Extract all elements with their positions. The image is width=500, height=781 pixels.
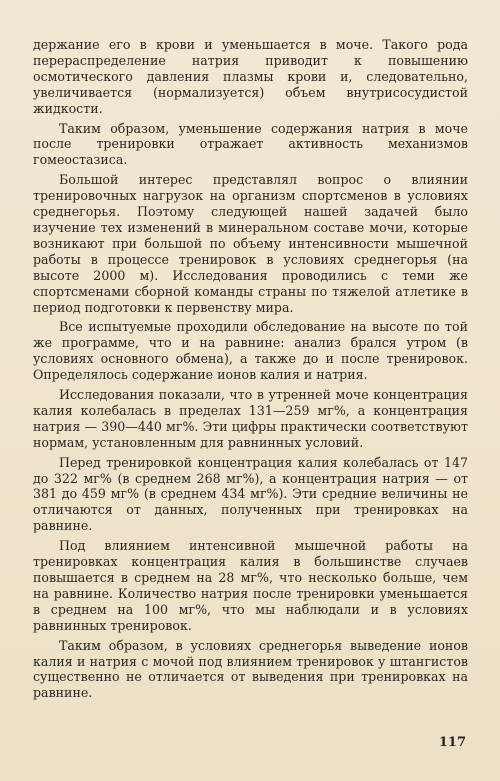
paragraph-6: Перед тренировкой концентрация калия колебалась от 147 до 322 мг% (в среднем 268 мг%), а концентрация натрия — от 381 до 459 мг% (в среднем 434 мг%). Эти средние величины не отличаются от данных, полученных при тренировках на равнине. — [33, 454, 468, 534]
paragraph-8: Таким образом, в условиях среднегорья выведение ионов калия и натрия с мочой под влиянием тренировок у штангистов существенно не отличается от выведения при тренировках на равнине. — [33, 637, 468, 701]
paragraph-2: Таким образом, уменьшение содержания натрия в моче после тренировки отражает активность механизмов гомеостазиса. — [33, 120, 468, 168]
paragraph-4: Все испытуемые проходили обследование на высоте по той же программе, что и на равнине: анализ брался утром (в условиях основного обмена), а также до и после тренировок. Определялось содержание ионов калия и натрия. — [33, 319, 468, 383]
paragraph-3: Большой интерес представлял вопрос о влиянии тренировочных нагрузок на организм спортсменов в условиях среднегорья. Поэтому следующей нашей задачей было изучение тех изменений в минеральном составе мочи, которые возникают при большой по объему интенсивности мышечной работы в процессе тренировок в условиях среднегорья (на высоте 2000 м). Исследования проводились с теми же спортсменами сборной команды страны по тяжелой атлетике в период подготовки к первенству мира. — [33, 172, 468, 315]
paragraph-1: держание его в крови и уменьшается в моче. Такого рода перераспределение натрия приводит к повышению осмотического давления плазмы крови и, следовательно, увеличивается (нормализуется) объем внутрисосудистой жидкости. — [33, 37, 468, 116]
paragraph-7: Под влиянием интенсивной мышечной работы на тренировках концентрация калия в большинстве случаев повышается в среднем на 28 мг%, что несколько больше, чем на равнине. Количество натрия после тренировки уменьшается в среднем на 100 мг%, что мы наблюдали и в условиях равнинных тренировок. — [33, 538, 468, 633]
page-number: 117 — [438, 735, 466, 750]
page-body-text — [33, 37, 468, 701]
paragraph-5: Исследования показали, что в утренней моче концентрация калия колебалась в пределах 131—259 мг%, а концентрация натрия — 390—440 мг%. Эти цифры практически соответствуют нормам, установленным для равнинных условий. — [33, 387, 468, 450]
